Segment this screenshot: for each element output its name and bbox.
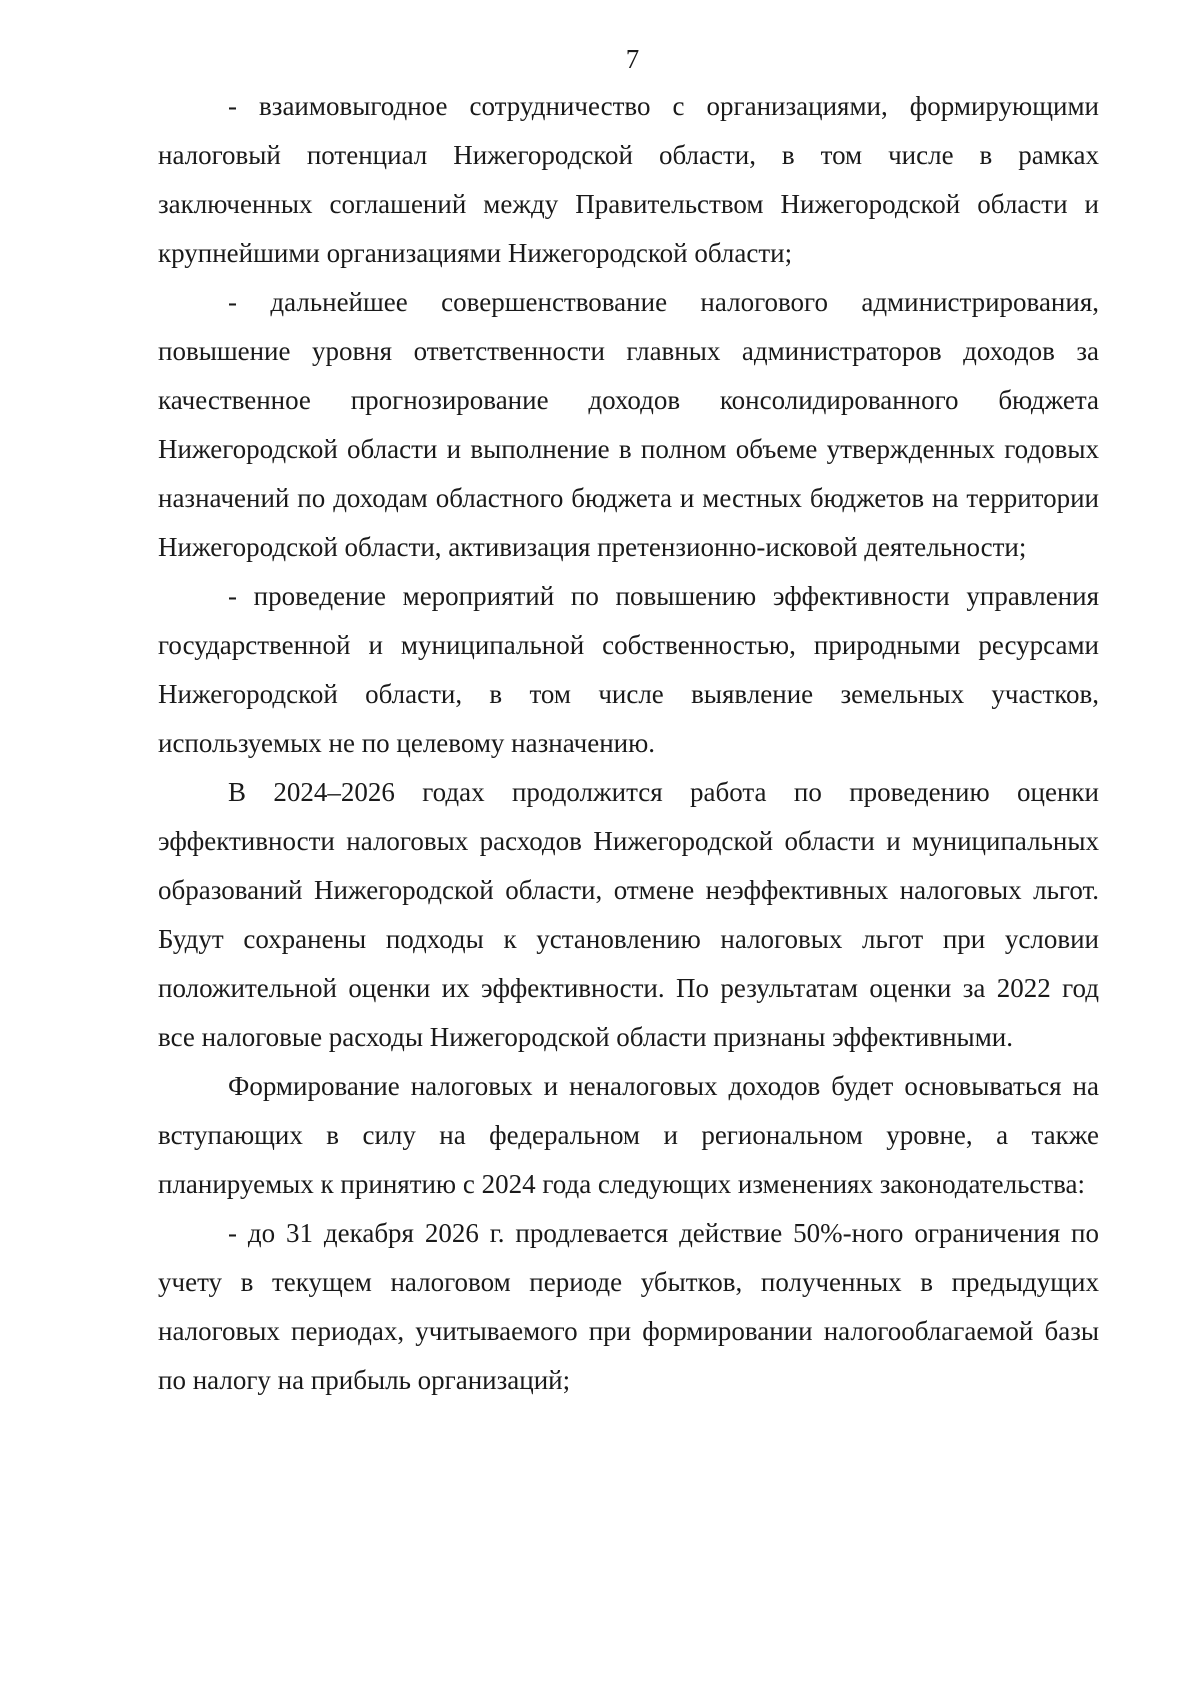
page-number: 7 [625,44,640,74]
document-body [158,82,1099,1405]
paragraph-tax-administration: - дальнейшее совершенствование налогового администрирования, повышение уровня ответственности главных администраторов доходов за качественное прогнозирование доходов консолидированного бюджета Нижегородской области и выполнение в полном объеме утвержденных годовых назначений по доходам областного бюджета и местных бюджетов на территории Нижегородской области, активизация претензионно-исковой деятельности; [158,287,1099,562]
paragraph-tax-expenditure-assessment: В 2024–2026 годах продолжится работа по проведению оценки эффективности налоговых расходов Нижегородской области и муниципальных образований Нижегородской области, отмене неэффективных налоговых льгот. Будут сохранены подходы к установлению налоговых льгот при условии положительной оценки их эффективности. По результатам оценки за 2022 год все налоговые расходы Нижегородской области признаны эффективными. [158,777,1099,1052]
paragraph-cooperation-with-organizations: - взаимовыгодное сотрудничество с организациями, формирующими налоговый потенциал Нижегородской области, в том числе в рамках заключенных соглашений между Правительством Нижегородской области и крупнейшими организациями Нижегородской области; [158,91,1099,268]
paragraph-property-management: - проведение мероприятий по повышению эффективности управления государственной и муниципальной собственностью, природными ресурсами Нижегородской области, в том числе выявление земельных участков, используемых не по целевому назначению. [158,581,1099,758]
paragraph-legislation-changes-intro: Формирование налоговых и неналоговых доходов будет основываться на вступающих в силу на федеральном и региональном уровне, а также планируемых к принятию с 2024 года следующих изменениях законодательства: [158,1071,1099,1199]
paragraph-loss-carryforward-limit: - до 31 декабря 2026 г. продлевается действие 50%-ного ограничения по учету в текущем налоговом периоде убытков, полученных в предыдущих налоговых периодах, учитываемого при формировании налогооблагаемой базы по налогу на прибыль организаций; [158,1218,1099,1395]
